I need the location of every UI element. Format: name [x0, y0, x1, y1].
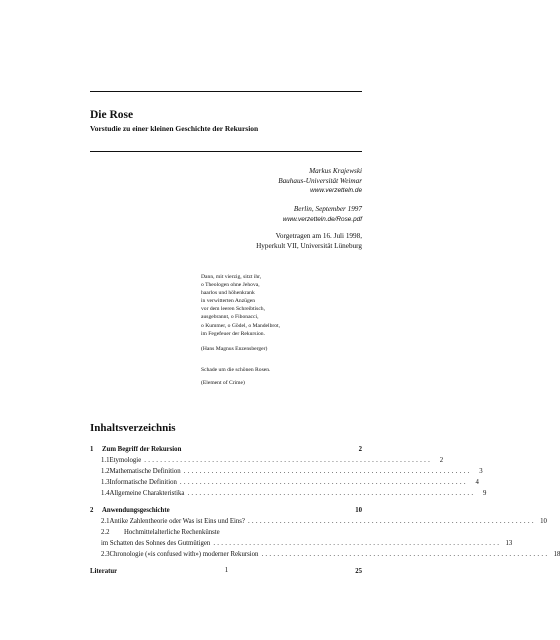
page-number: 1: [224, 566, 229, 574]
date-block: [283, 205, 362, 224]
toc-entry-page: 4: [475, 479, 479, 486]
toc-leader-dots: ........................................................................: [183, 468, 472, 475]
document-title: Die Rose: [90, 109, 134, 121]
toc-entry-label: Etymologie: [109, 457, 142, 464]
toc-entry-number: 2.1: [101, 518, 110, 525]
toc-leader-dots: ........................................................................: [144, 457, 433, 464]
toc-entry-page: 25: [355, 568, 362, 575]
toc-heading: Inhaltsverzeichnis: [90, 422, 176, 434]
top-rule: [90, 91, 362, 92]
place-date: Berlin, September 1997: [293, 205, 362, 213]
document-url[interactable]: www.verzetteln.de/Rose.pdf: [282, 215, 362, 223]
toc-entry-number: 1.3: [101, 479, 110, 486]
author-block: [278, 167, 362, 196]
toc-entry-page: 9: [482, 490, 487, 497]
toc-entry-label: Mathematische Definition: [109, 468, 181, 475]
talk-line-2: Hyperkult VII, Universität Lüneburg: [256, 241, 362, 250]
toc-entry-page: 18: [553, 551, 560, 558]
toc-entry-number: 2: [90, 507, 94, 514]
poem-line: Dann, mit vierzig, sitzt ihr,: [201, 274, 262, 280]
toc-leader-dots: ........................................................................: [179, 479, 468, 486]
toc-entry[interactable]: [90, 540, 513, 550]
author-name: Markus Krajewski: [309, 167, 362, 175]
toc-entry-number: 1.2: [101, 468, 110, 475]
poem-line: o Theologen ohne Jehova,: [201, 282, 260, 289]
toc-entry-label: Allgemeine Charakteristika: [109, 490, 185, 497]
poem-line: haarlos und höhenkrank: [201, 290, 255, 297]
toc-entry-label: im Schatten des Sohnes des Gutmütigen: [101, 540, 211, 547]
toc-entry-page: 3: [479, 468, 483, 475]
toc-entry-label: Zum Begriff der Rekursion: [102, 446, 182, 453]
poem-credit: (Hans Magnus Enzensberger): [201, 345, 268, 352]
toc-entry[interactable]: [90, 468, 483, 478]
toc-entry[interactable]: [90, 446, 362, 456]
toc-entry-page: 2: [358, 446, 362, 453]
author-affiliation: Bauhaus-Universität Weimar: [278, 176, 362, 185]
talk-line-1: Vorgetragen am 16. Juli 1998,: [275, 232, 362, 240]
poem-line: vor dem leeren Schreibtisch,: [201, 306, 265, 313]
poem-line: o Kummer, o Gödel, o Mandelbrot,: [201, 322, 281, 329]
toc-entry-label: Hochmittelalterliche Rechenkünste: [124, 529, 220, 536]
toc-entry-number: 2.2: [101, 529, 110, 536]
toc-entry[interactable]: [90, 457, 444, 467]
epigraph: [201, 273, 371, 387]
toc-leader-dots: ........................................................................: [247, 518, 536, 525]
toc-entry-number: 2.3: [101, 551, 110, 558]
toc-entry[interactable]: [90, 507, 362, 517]
toc-entry-label: Chronologie («is confused with») moderner Rekursion: [109, 551, 259, 558]
toc-entry-page: 2: [439, 457, 444, 464]
document-subtitle: Vorstudie zu einer kleinen Geschichte der Rekursion: [90, 124, 259, 133]
toc-entry[interactable]: [90, 479, 479, 489]
toc-leader-dots: ........................................................................: [261, 551, 550, 558]
toc-entry-label: Anwendungsgeschichte: [102, 507, 170, 514]
toc-entry-page: 13: [505, 540, 513, 547]
toc-entry[interactable]: [90, 529, 362, 539]
title-bottom-rule: [90, 151, 362, 152]
toc-entry-page: 10: [355, 507, 362, 514]
talk-block: [256, 232, 362, 251]
toc-entry[interactable]: [90, 490, 487, 500]
toc-entry[interactable]: [90, 551, 560, 561]
poem-line: in verwitterten Anzügen: [201, 298, 256, 305]
toc-entry-label: Informatische Definition: [109, 479, 177, 486]
second-quote: Schade um die schönen Rosen.: [201, 366, 271, 373]
quote-credit: (Element of Crime): [201, 379, 245, 386]
author-url[interactable]: www.verzetteln.de: [310, 187, 362, 194]
poem-line: ausgebrannt, o Fibonacci,: [201, 314, 259, 321]
toc-leader-dots: ........................................................................: [213, 540, 502, 547]
toc-entry-page: 10: [540, 518, 547, 525]
toc-entry-number: 1.4: [101, 490, 110, 497]
toc-entry-number: 1: [90, 446, 94, 453]
toc-entry[interactable]: [90, 518, 547, 528]
toc-leader-dots: ........................................................................: [187, 490, 476, 497]
poem-line: im Fegefeuer der Rekursion.: [201, 330, 265, 337]
toc-entry-label: Literatur: [90, 568, 118, 575]
toc-entry-label: Antike Zahlentheorie oder Was ist Eins und Eins?: [109, 518, 245, 525]
toc-entry-number: 1.1: [101, 457, 110, 464]
